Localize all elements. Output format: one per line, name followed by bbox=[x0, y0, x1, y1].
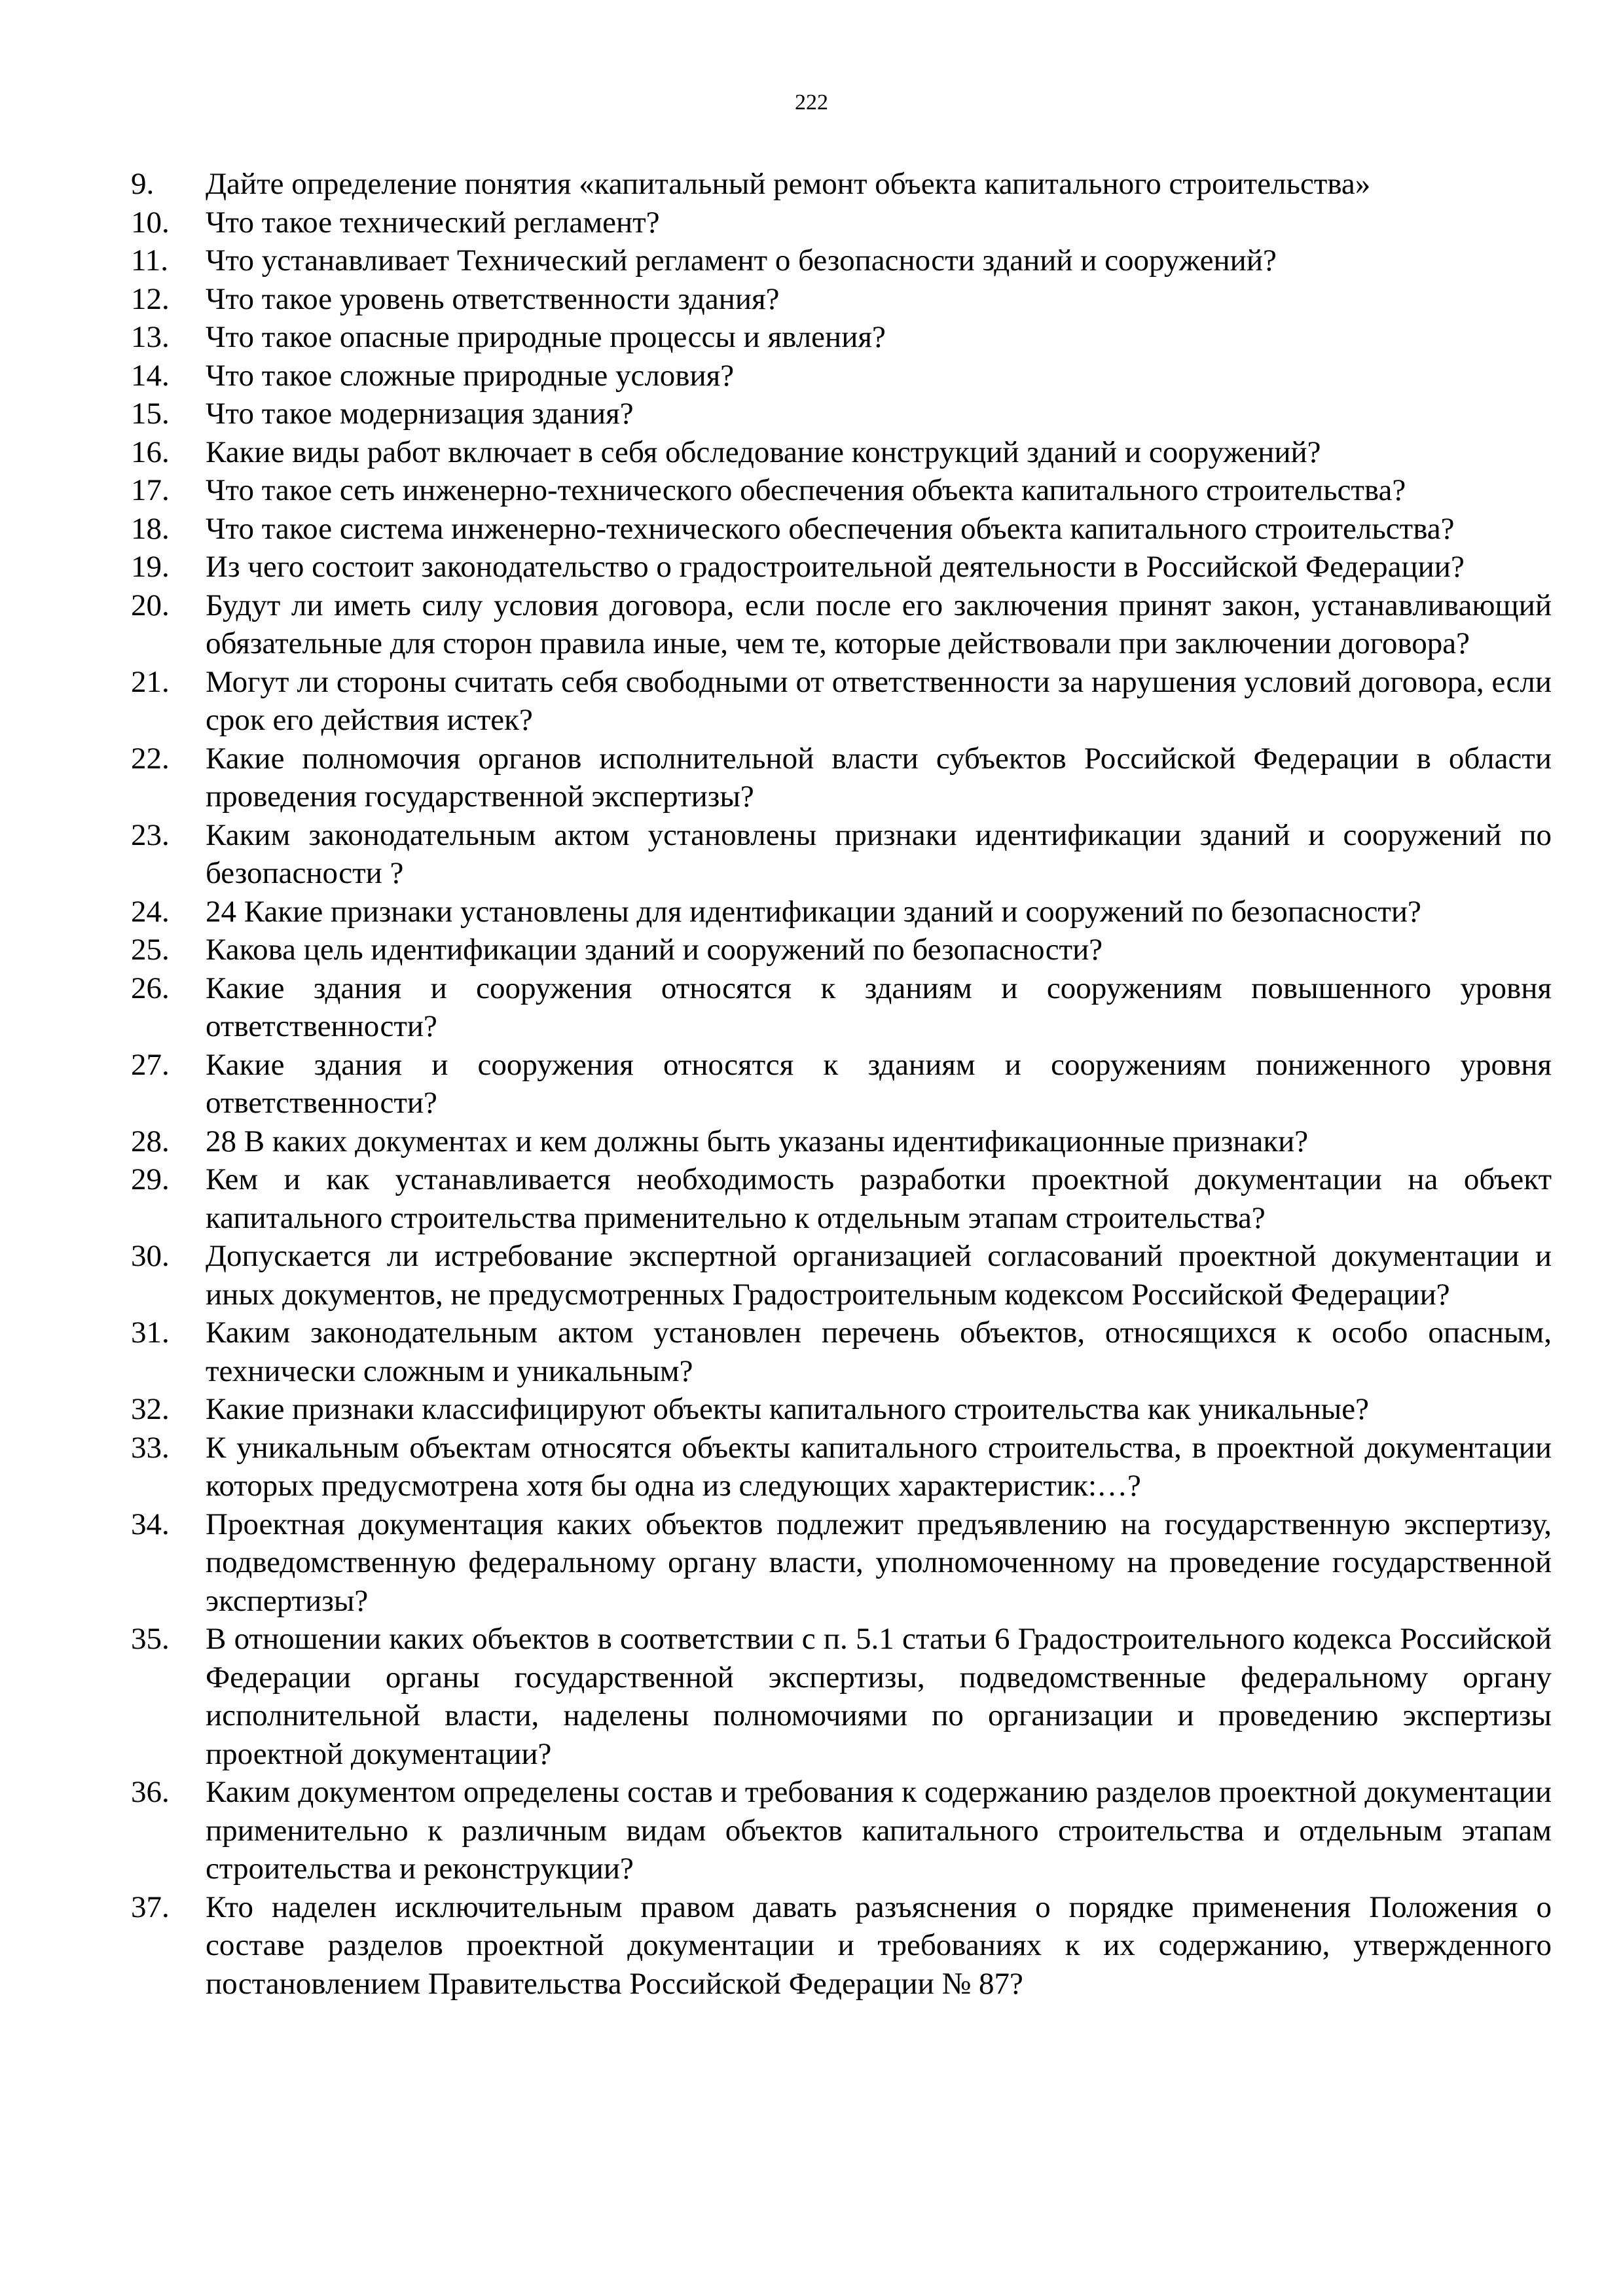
question-item bbox=[131, 318, 1552, 357]
question-text: Каким законодательным актом установлены признаки идентификации зданий и сооружений по безопасности ? bbox=[206, 817, 1552, 890]
question-item bbox=[131, 204, 1552, 242]
question-item bbox=[131, 1505, 1552, 1621]
question-number: 33. bbox=[131, 1430, 170, 1465]
question-number: 15. bbox=[131, 397, 170, 431]
question-text: Кто наделен исключительным правом давать разъяснения о порядке применения Положения о составе разделов проектной документации и требованиях к их содержанию, утвержденного постановлением Правительства Российской Федерации № 87? bbox=[206, 1890, 1552, 2001]
question-number: 12. bbox=[131, 281, 170, 316]
question-number: 21. bbox=[131, 664, 170, 699]
question-number: 19. bbox=[131, 550, 170, 584]
question-item bbox=[131, 1046, 1552, 1122]
question-number: 37. bbox=[131, 1890, 170, 1924]
question-text: Какие виды работ включает в себя обследование конструкций зданий и сооружений? bbox=[206, 435, 1321, 469]
question-item bbox=[131, 1314, 1552, 1390]
question-number: 10. bbox=[131, 205, 170, 240]
question-item bbox=[131, 969, 1552, 1046]
question-number: 18. bbox=[131, 511, 170, 546]
question-number: 13. bbox=[131, 320, 170, 354]
question-number: 22. bbox=[131, 741, 170, 776]
question-text: Что такое сложные природные условия? bbox=[206, 358, 735, 393]
question-number: 25. bbox=[131, 933, 170, 967]
question-text: Какие здания и сооружения относятся к зданиям и сооружениям пониженного уровня ответственности? bbox=[206, 1047, 1552, 1120]
question-text: Что такое модернизация здания? bbox=[206, 397, 634, 431]
question-text: Что такое сеть инженерно-технического обеспечения объекта капитального строительства? bbox=[206, 473, 1406, 507]
question-text: Из чего состоит законодательство о градостроительной деятельности в Российской Федерации? bbox=[206, 550, 1465, 584]
question-text: Кем и как устанавливается необходимость разработки проектной документации на объект капитального строительства применительно к отдельным этапам строительства? bbox=[206, 1162, 1552, 1235]
question-number: 20. bbox=[131, 588, 170, 622]
question-number: 17. bbox=[131, 473, 170, 507]
question-number: 11. bbox=[131, 243, 169, 278]
question-text: Проектная документация каких объектов подлежит предъявлению на государственную экспертизу, подведомственную федеральному органу власти, уполномоченному на проведение государственной экспертизы? bbox=[206, 1507, 1552, 1618]
question-item bbox=[131, 1237, 1552, 1314]
question-text: Какие признаки классифицируют объекты капитального строительства как уникальные? bbox=[206, 1392, 1369, 1426]
question-text: Какие здания и сооружения относятся к зданиям и сооружениям повышенного уровня ответственности? bbox=[206, 971, 1552, 1043]
question-item bbox=[131, 1122, 1552, 1161]
question-item bbox=[131, 433, 1552, 472]
question-text: Каким законодательным актом установлен перечень объектов, относящихся к особо опасным, технически сложным и уникальным? bbox=[206, 1316, 1552, 1388]
question-item bbox=[131, 1390, 1552, 1429]
question-number: 28. bbox=[131, 1124, 170, 1158]
question-item bbox=[131, 242, 1552, 280]
question-number: 26. bbox=[131, 971, 170, 1005]
question-item bbox=[131, 931, 1552, 969]
question-item bbox=[131, 663, 1552, 740]
question-number: 23. bbox=[131, 817, 170, 852]
question-text: Будут ли иметь силу условия договора, если после его заключения принят закон, устанавливающий обязательные для сторон правила иные, чем те, которые действовали при заключении договора? bbox=[206, 588, 1552, 660]
question-number: 29. bbox=[131, 1162, 170, 1196]
question-text: Какие полномочия органов исполнительной власти субъектов Российской Федерации в области проведения государственной экспертизы? bbox=[206, 741, 1552, 814]
question-text: Что такое технический регламент? bbox=[206, 205, 660, 240]
question-number: 9. bbox=[131, 167, 155, 201]
question-text: Могут ли стороны считать себя свободными от ответственности за нарушения условий договора, если срок его действия истек? bbox=[206, 664, 1552, 737]
question-item bbox=[131, 586, 1552, 663]
question-text: 24 Какие признаки установлены для идентификации зданий и сооружений по безопасности? bbox=[206, 894, 1421, 929]
question-item bbox=[131, 816, 1552, 893]
question-item bbox=[131, 1160, 1552, 1237]
question-text: Каким документом определены состав и требования к содержанию разделов проектной документации применительно к различным видам объектов капитального строительства и отдельным этапам строительства и реконструкции? bbox=[206, 1775, 1552, 1886]
question-text: Что такое уровень ответственности здания? bbox=[206, 281, 780, 316]
question-number: 36. bbox=[131, 1775, 170, 1809]
question-text: К уникальным объектам относятся объекты капитального строительства, в проектной документации которых предусмотрена хотя бы одна из следующих характеристик:…? bbox=[206, 1430, 1552, 1503]
question-number: 16. bbox=[131, 435, 170, 469]
question-text: Что такое опасные природные процессы и явления? bbox=[206, 320, 886, 354]
question-text: В отношении каких объектов в соответствии с п. 5.1 статьи 6 Градостроительного кодекса Российской Федерации органы государственной экспертизы, подведомственные федеральному органу исполнительной власти, наделены полномочиями по организации и проведению экспертизы проектной документации? bbox=[206, 1622, 1552, 1771]
question-item bbox=[131, 1620, 1552, 1773]
question-item bbox=[131, 395, 1552, 433]
question-item bbox=[131, 893, 1552, 931]
question-number: 35. bbox=[131, 1622, 170, 1656]
question-item bbox=[131, 471, 1552, 510]
question-text: Что устанавливает Технический регламент о безопасности зданий и сооружений? bbox=[206, 243, 1277, 278]
question-text: Какова цель идентификации зданий и сооружений по безопасности? bbox=[206, 933, 1103, 967]
question-item bbox=[131, 357, 1552, 395]
question-number: 32. bbox=[131, 1392, 170, 1426]
question-text: Что такое система инженерно-технического обеспечения объекта капитального строительства? bbox=[206, 511, 1455, 546]
question-item bbox=[131, 165, 1552, 204]
question-number: 24. bbox=[131, 894, 170, 929]
question-number: 34. bbox=[131, 1507, 170, 1541]
page-number: 222 bbox=[795, 90, 828, 115]
question-item bbox=[131, 1429, 1552, 1505]
question-item bbox=[131, 510, 1552, 548]
question-list bbox=[131, 165, 1552, 2003]
question-item bbox=[131, 280, 1552, 319]
question-item bbox=[131, 1773, 1552, 1888]
question-number: 30. bbox=[131, 1239, 170, 1273]
question-item bbox=[131, 740, 1552, 816]
question-text: Дайте определение понятия «капитальный ремонт объекта капитального строительства» bbox=[206, 167, 1371, 201]
question-number: 31. bbox=[131, 1316, 170, 1350]
question-text: Допускается ли истребование экспертной организацией согласований проектной документации и иных документов, не предусмотренных Градостроительным кодексом Российской Федерации? bbox=[206, 1239, 1552, 1312]
question-text: 28 В каких документах и кем должны быть указаны идентификационные признаки? bbox=[206, 1124, 1309, 1158]
question-item bbox=[131, 1888, 1552, 2003]
question-number: 27. bbox=[131, 1047, 170, 1082]
question-item bbox=[131, 548, 1552, 586]
question-number: 14. bbox=[131, 358, 170, 393]
